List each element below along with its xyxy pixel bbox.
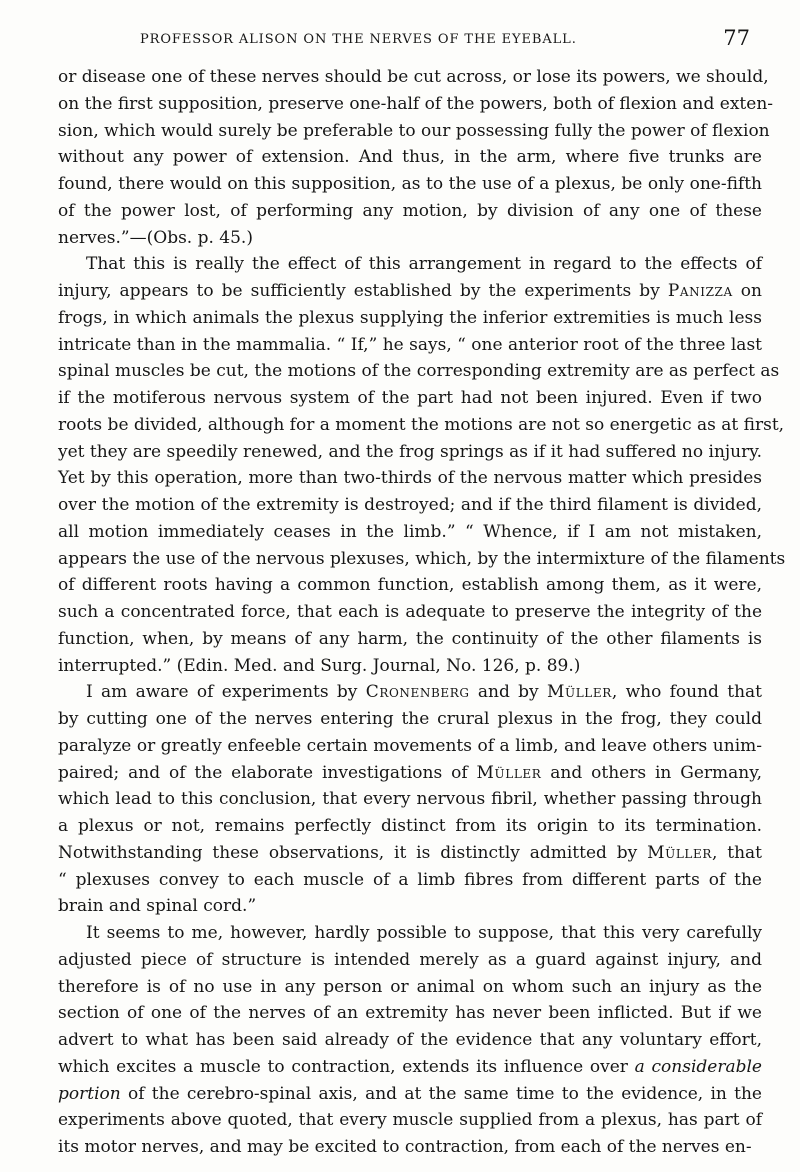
running-head	[60, 24, 750, 58]
author-name: Müller	[647, 842, 712, 863]
text-line: nerves.”—(Obs. p. 45.)	[58, 227, 253, 248]
text-line: experiments above quoted, that every muscle supplied from a plexus, has part of	[58, 1110, 762, 1131]
page-number: 77	[723, 26, 750, 50]
text-line: brain and spinal cord.”	[58, 896, 257, 917]
text-line: of the power lost, of performing any motion, by division of any one of these	[58, 200, 762, 221]
text-line	[58, 840, 762, 867]
text-segment: Notwithstanding these observations, it is distinctly admitted by	[58, 842, 648, 863]
text-line: or disease one of these nerves should be cut across, or lose its powers, we should,	[58, 67, 769, 87]
paragraph-start-line	[58, 679, 762, 706]
text-line: by cutting one of the nerves entering the crural plexus in the frog, they could	[58, 709, 762, 729]
text-line: of different roots having a common function, establish among them, as it were,	[58, 575, 762, 596]
text-line: on the first supposition, preserve one-half of the powers, both of flexion and exten-	[58, 93, 774, 114]
text-line: section of one of the nerves of an extremity has never been inflicted. But if we	[58, 1003, 762, 1024]
text-line: yet they are speedily renewed, and the frog springs as if it had suffered no injury.	[58, 441, 762, 462]
italic-phrase: a considerable	[634, 1056, 762, 1077]
running-head-title: PROFESSOR ALISON ON THE NERVES OF THE EYEBALL.	[140, 32, 577, 47]
text-segment: , that	[711, 842, 762, 863]
text-segment: injury, appears to be sufficiently established by the experiments by	[58, 281, 668, 301]
text-segment: on	[732, 281, 762, 301]
body-text	[58, 64, 786, 1161]
text-line: if the motiferous nervous system of the part had not been injured. Even if two	[58, 388, 762, 408]
text-line	[58, 1081, 762, 1108]
paragraph-start-line: It seems to me, however, hardly possible to suppose, that this very carefully	[86, 923, 762, 943]
text-line: over the motion of the extremity is destroyed; and if the third filament is divided,	[58, 495, 762, 515]
text-line: all motion immediately ceases in the limb.” “ Whence, if I am not mistaken,	[58, 521, 762, 542]
text-line: a plexus or not, remains perfectly distinct from its origin to its termination.	[58, 816, 762, 836]
author-name: Cronenberg	[365, 682, 470, 703]
text-line: paralyze or greatly enfeeble certain movements of a limb, and leave others unim-	[58, 735, 762, 756]
author-name: Müller	[546, 682, 612, 703]
text-line: sion, which would surely be preferable to our possessing fully the power of flexion	[58, 120, 770, 141]
paragraph-start-line: That this is really the effect of this arrangement in regard to the effects of	[86, 254, 762, 275]
text-line: without any power of extension. And thus, in the arm, where five trunks are	[58, 147, 762, 168]
text-line: found, there would on this supposition, as to the use of a plexus, be only one-fifth	[58, 174, 762, 194]
italic-phrase: portion	[58, 1083, 121, 1104]
text-segment: I am aware of experiments by	[86, 682, 366, 703]
text-line: spinal muscles be cut, the motions of the corresponding extremity are as perfect as	[58, 361, 780, 382]
text-line: frogs, in which animals the plexus supplying the inferior extremities is much less	[58, 307, 762, 328]
text-line: such a concentrated force, that each is adequate to preserve the integrity of the	[58, 602, 762, 622]
text-segment: , who found that	[611, 682, 762, 703]
text-line: intricate than in the mammalia. “ If,” he says, “ one anterior root of the three last	[58, 334, 762, 355]
text-line: therefore is of no use in any person or animal on whom such an injury as the	[58, 976, 762, 997]
text-segment: of the cerebro-spinal axis, and at the same time to the evidence, in the	[120, 1083, 762, 1104]
text-line: interrupted.” (Edin. Med. and Surg. Journal, No. 126, p. 89.)	[58, 655, 581, 676]
text-line: advert to what has been said already of the evidence that any voluntary effort,	[58, 1030, 762, 1050]
text-line: adjusted piece of structure is intended merely as a guard against injury, and	[58, 949, 762, 970]
text-line: which lead to this conclusion, that every nervous fibril, whether passing through	[58, 789, 762, 810]
text-line	[58, 760, 762, 787]
text-line: its motor nerves, and may be excited to contraction, from each of the nerves en-	[58, 1137, 752, 1157]
author-name: Müller	[476, 762, 542, 783]
text-line: appears the use of the nervous plexuses, which, by the intermixture of the filaments	[58, 548, 786, 569]
text-line: “ plexuses convey to each muscle of a limb fibres from different parts of the	[58, 869, 762, 890]
author-name: Panizza	[667, 281, 733, 301]
text-segment: and by	[469, 682, 547, 703]
text-segment: and others in Germany,	[541, 762, 762, 783]
text-segment: paired; and of the elaborate investigations of	[58, 762, 477, 783]
text-line: function, when, by means of any harm, the continuity of the other filaments is	[58, 628, 762, 649]
text-line	[58, 278, 762, 305]
text-line	[58, 1054, 762, 1081]
text-line: Yet by this operation, more than two-thirds of the nervous matter which presides	[58, 468, 762, 489]
text-segment: which excites a muscle to contraction, extends its influence over	[58, 1056, 635, 1077]
text-line: roots be divided, although for a moment the motions are not so energetic as at first,	[58, 414, 785, 435]
